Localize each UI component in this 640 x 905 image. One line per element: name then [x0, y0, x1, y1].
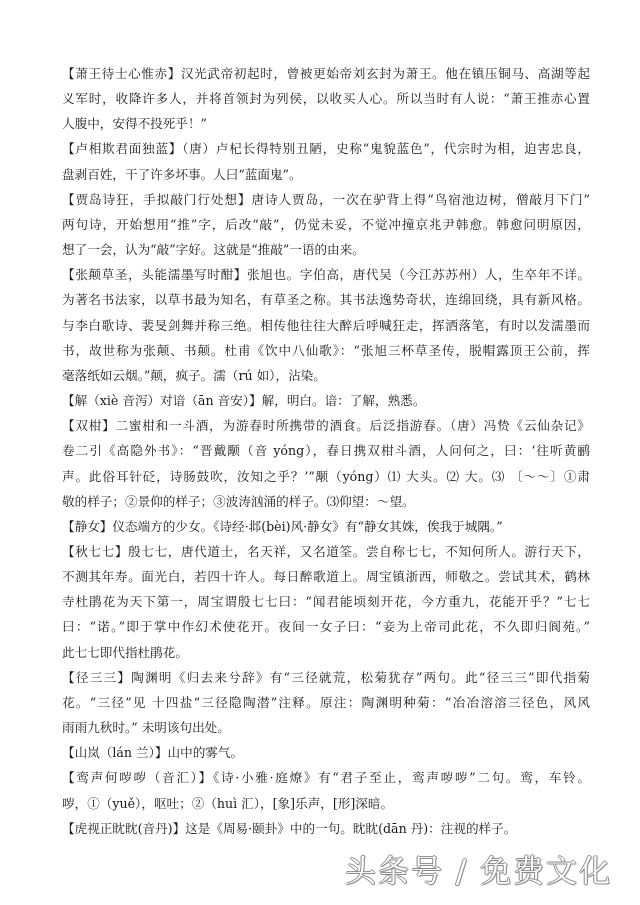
entry-text: 声。此俗耳针砭，诗肠鼓吹，汝知之乎？’”颙（yóng）⑴ 大头。⑵ 大。⑶ 〔～～〕①肃 — [62, 468, 590, 484]
entry-term: 【双柑】 — [62, 418, 116, 434]
glossary-entry — [62, 665, 590, 740]
glossary-entry — [62, 388, 590, 413]
entry-line — [62, 564, 590, 589]
glossary-entry — [62, 413, 590, 514]
entry-text: 毫落纸如云烟。”颠，疯子。濡（rú 如），沾染。 — [62, 367, 326, 383]
entry-line — [62, 539, 590, 564]
entry-text: 人腹中，安得不投死乎！” — [62, 116, 207, 132]
entry-text: 不测其年寿。面光白，若四十许人。每日醉歌道上。周宝镇浙西，师敬之。尝试其术，鹤林 — [62, 569, 590, 585]
glossary-entry — [62, 816, 590, 841]
entry-line — [62, 237, 590, 262]
entry-line — [62, 262, 590, 287]
entry-text: 唐诗人贾岛，一次在驴背上得“鸟宿池边树，僧敲月下门” — [251, 191, 590, 207]
entry-line — [62, 665, 590, 690]
entry-line — [62, 438, 590, 463]
entry-line — [62, 313, 590, 338]
entry-text: 卷二引《高隐外书》：“晋戴颙（音 yóng），春日携双柑斗酒，人问何之，曰：‘往听黄鹂 — [62, 443, 590, 459]
entry-text: 陶渊明《归去来兮辞》有“三径就荒，松菊犹存”两句。此“径三三”即代指菊 — [131, 669, 590, 685]
entry-term: 【贾岛诗狂，手拟敲门行处想】 — [62, 191, 252, 207]
entry-text: 与李白歌诗、裴旻剑舞并称三绝。相传他往往大醉后呼喊狂走，挥洒落笔，有时以发濡墨而 — [62, 317, 590, 333]
entry-text: 张旭也。字伯高，唐代吴（今江苏苏州）人，生卒年不详。 — [247, 267, 591, 283]
entry-line — [62, 765, 590, 790]
entry-line — [62, 640, 590, 665]
glossary-entry — [62, 187, 590, 262]
entry-text: 殷七七，唐代道士，名天祥，又名道筌。尝自称七七，不知何所人。游行天下， — [128, 543, 591, 559]
entry-line — [62, 111, 590, 136]
entry-text: 义军时，收降许多人，并将首领封为列侯，以收买人心。所以当时有人说：“萧王推赤心置 — [62, 91, 590, 107]
entry-line — [62, 363, 590, 388]
entry-line — [62, 212, 590, 237]
entry-term: 【解（xiè 音泻）对谙（ān 音安）】 — [62, 393, 262, 409]
entry-text: 寺杜鹃花为天下第一，周宝谓殷七七曰：“闻君能顷刻开花，今方重九，花能开乎？”七七 — [62, 594, 590, 610]
glossary-entry — [62, 514, 590, 539]
entry-line — [62, 388, 590, 413]
entry-line — [62, 413, 590, 438]
entry-term: 【卢相欺君面独蓝】 — [62, 141, 183, 157]
entry-term: 【静女】 — [62, 518, 113, 534]
entry-text: 此七七即代指杜鹃花。 — [62, 644, 188, 660]
glossary-entry — [62, 740, 590, 765]
entry-text: 曰：“诺。”即于掌中作幻术使花开。夜间一女子曰：“妾为上帝司此花，不久即归阆苑。” — [62, 619, 590, 635]
entry-term: 【萧王待士心惟赤】 — [62, 66, 181, 81]
entry-line — [62, 589, 590, 614]
entry-text: 敬的样子；②景仰的样子；③波涛汹涌的样子。⑶仰望：～望。 — [62, 493, 415, 509]
entry-text: 两句诗，开始想用“推”字，后改“敲”，仍觉未妥，不觉冲撞京兆尹韩愈。韩愈问明原因， — [62, 216, 590, 232]
entry-text: 这是《周易·颐卦》中的一句。眈眈(dān 丹)：注视的样子。 — [185, 820, 517, 836]
entry-line — [62, 464, 590, 489]
entry-term: 【张颠草圣，头能濡墨写时酣】 — [62, 267, 248, 283]
entry-line — [62, 136, 590, 161]
entry-text: （唐）卢杞长得特别丑陋，史称“鬼貌蓝色”，代宗时为相，迫害忠良， — [182, 141, 591, 157]
entry-line — [62, 816, 590, 841]
entry-term: 【虎视正眈眈(音丹)】 — [62, 820, 186, 836]
entry-text: 花。“三径”见 十四盐“三径隐陶潜”注释。原注：陶渊明种菊：“冶冶溶溶三径色，风风 — [62, 694, 590, 710]
entry-term: 【山岚（lán 兰）】 — [62, 745, 168, 761]
entry-text: 为著名书法家，以草书最为知名，有草圣之称。其书法逸势奇状，连绵回绕，具有新风格。 — [62, 292, 590, 308]
entry-line — [62, 715, 590, 740]
entry-line — [62, 162, 590, 187]
entry-line — [62, 338, 590, 363]
entry-line — [62, 187, 590, 212]
entry-text: 哕，①（yuě），呕吐；②（huì 汇），[象]乐声，[形]深暗。 — [62, 795, 394, 811]
entry-term: 【径三三】 — [62, 669, 132, 685]
entry-line — [62, 614, 590, 639]
entry-line — [62, 514, 590, 539]
entry-term: 【秋七七】 — [62, 543, 129, 559]
entry-text: 二蜜柑和一斗酒，为游春时所携带的酒食。后泛指游春。（唐）冯贽《云仙杂记》 — [115, 418, 591, 434]
entry-line — [62, 86, 590, 111]
entry-text: 汉光武帝初起时，曾被更始帝刘玄封为萧王。他在镇压铜马、高湖等起 — [180, 66, 591, 81]
entry-term: 【鸾声何哕哕（音汇）】 — [62, 770, 213, 786]
entry-line — [62, 61, 590, 86]
entry-text: 盘剥百姓，干了许多坏事。人曰“蓝面鬼”。 — [62, 166, 302, 182]
watermark: 头条号 / 免费文化 — [344, 854, 612, 890]
glossary-entry — [62, 539, 590, 665]
entry-text: 仪态端方的少女。《诗经·邶(bèi)风·静女》有“静女其姝，俟我于城隅。” — [112, 518, 503, 534]
glossary-entry — [62, 765, 590, 815]
entry-line — [62, 690, 590, 715]
entry-text: 书，故世称为张颠、书颠。杜甫《饮中八仙歌》：“张旭三杯草圣传，脱帽露顶王公前，挥 — [62, 342, 590, 358]
glossary-entry — [62, 61, 590, 136]
entry-line — [62, 287, 590, 312]
glossary-entry — [62, 262, 590, 388]
entry-text: 《诗·小雅·庭燎》有“君子至止，鸾声哕哕”二句。鸾，车铃。 — [212, 770, 591, 786]
entry-line — [62, 489, 590, 514]
entry-line — [62, 791, 590, 816]
entry-line — [62, 740, 590, 765]
entry-text: 想了一会，认为“敲”字好。这就是“推敲”一语的由来。 — [62, 242, 365, 258]
entry-text: 雨雨九秋时。” 未明该句出处。 — [62, 720, 230, 736]
entry-text: 解，明白。谙：了解，熟悉。 — [261, 393, 426, 409]
glossary-entry — [62, 136, 590, 186]
document-body — [62, 61, 590, 841]
entry-text: 山中的雾气。 — [167, 745, 244, 761]
